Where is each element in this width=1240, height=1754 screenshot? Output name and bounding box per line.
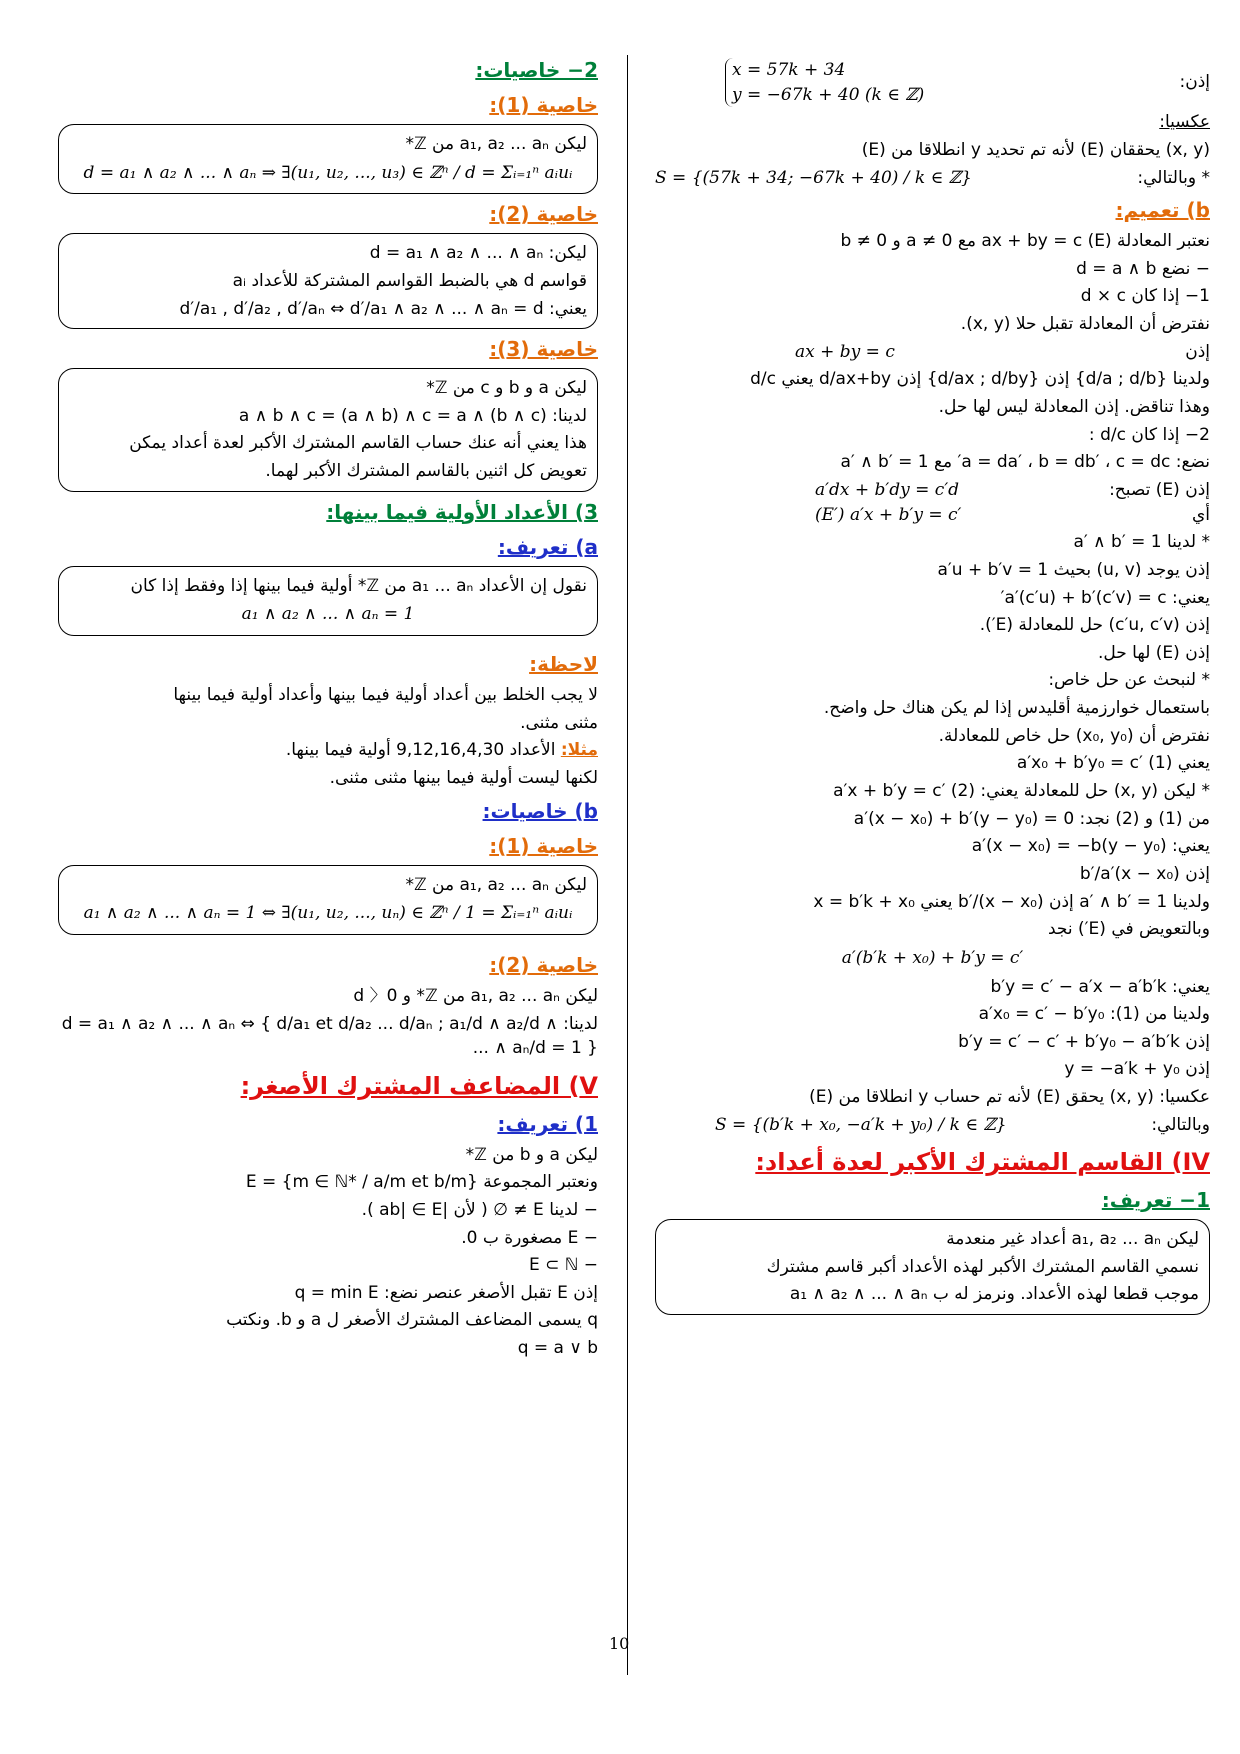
gen-line: * لنبحث عن حل خاص:	[1048, 670, 1210, 691]
box-line: قواسم d هي بالضبط القواسم المشتركة للأعداد aᵢ	[232, 270, 587, 291]
sol-label: إذن:	[1179, 72, 1210, 93]
v-line: − E ⊂ ℕ	[528, 1255, 598, 1276]
coprime-props-title: b) خاصيات:	[482, 798, 598, 823]
gen-line: 2− إذا كان d/c :	[1088, 424, 1210, 445]
properties-title: 2− خاصيات:	[475, 58, 598, 82]
gen-eq: a′dx + b′dy = c′d	[815, 479, 960, 500]
box-line: ليكن a₁, a₂ ... aₙ أعداد غير منعدمة	[946, 1229, 1199, 1250]
property-3-box	[58, 368, 598, 492]
coprime-prop-2-title: خاصية (2):	[489, 952, 598, 977]
set-value: S = {(57k + 34; −67k + 40) / k ∈ ℤ}	[655, 167, 972, 188]
converse-text: (x, y) يحققان (E) لأنه تم تحديد y انطلاقا من (E)	[861, 139, 1210, 160]
gen-line: إذن b′y = c′ − c′ + b′y₀ − a′b′k	[958, 1031, 1210, 1052]
coprime-def-box	[58, 566, 598, 636]
gen-eq: (E′) a′x + b′y = c′	[815, 504, 962, 525]
property-3-title: خاصية (3):	[489, 337, 598, 362]
gen-line: − نضع d = a ∧ b	[1076, 258, 1210, 279]
gen-line: من (1) و (2) نجد: a′(x − x₀) + b′(y − y₀) = 0	[853, 808, 1210, 829]
box-line: ليكن a₁, a₂ ... aₙ من ℤ*	[405, 874, 587, 895]
v-line: q = a ∨ b	[517, 1338, 598, 1359]
gen-line: إذن b′/a′(x − x₀)	[1079, 863, 1210, 884]
gen-line: إذن يوجد (u, v) بحيث a′u + b′v = 1	[937, 559, 1210, 580]
gen-line: نعتبر المعادلة (E) ax + by = c مع a ≠ 0 و b ≠ 0	[840, 231, 1210, 252]
coprime-prop-1-title: خاصية (1):	[489, 833, 598, 858]
box-line: موجب قطعا لهذه الأعداد. ونرمز له ب a₁ ∧ a₂ ∧ ... ∧ aₙ	[789, 1284, 1199, 1305]
gen-line: باستعمال خوارزمية أقليدس إذا لم يكن هناك حل واضح.	[823, 698, 1210, 719]
gen-line: يعني: a′(c′u) + b′(c′v) = c′	[1000, 587, 1210, 608]
gen-line: ولدينا {d/a ; d/b} إذن {d/ax ; d/by} إذن d/ax+by يعني d/c	[750, 369, 1210, 390]
gen-line: إذن y = −a′k + y₀	[1064, 1059, 1210, 1080]
v-line: q يسمى المضاعف المشترك الأصغر ل a و b. ونكتب	[226, 1310, 598, 1331]
sol-x: x = 57k + 34	[732, 60, 846, 80]
box-line: تعويض كل اثنين بالقاسم المشترك الأكبر لهما.	[265, 461, 587, 482]
v-line: إذن E تقبل الأصغر عنصر نضع: q = min E	[294, 1282, 598, 1303]
gen-line: 1− إذا كان d × c	[1080, 286, 1210, 307]
section-iv-title: IV) القاسم المشترك الأكبر لعدة أعداد:	[755, 1148, 1210, 1177]
sol-y: y = −67k + 40 (k ∈ ℤ)	[732, 84, 925, 105]
gen-line: إذن (E) لها حل.	[1097, 642, 1210, 663]
sol-brace	[725, 58, 930, 107]
gen-line: يعني: a′(x − x₀) = −b(y − y₀)	[971, 836, 1210, 857]
gen-line: وهذا تناقض. إذن المعادلة ليس لها حل.	[938, 397, 1210, 418]
gen-label: إذن (E) تصبح:	[1109, 479, 1210, 500]
property-1-title: خاصية (1):	[489, 93, 598, 117]
gen-line: وبالتعويض في (E′) نجد	[1048, 919, 1210, 940]
gen-line: ولدينا من (1): a′x₀ = c′ − b′y₀	[978, 1004, 1210, 1025]
box-line: ليكن a₁, a₂ ... aₙ من ℤ*	[405, 134, 587, 154]
gen-eq: a′(b′k + x₀) + b′y = c′	[841, 947, 1024, 968]
prop-line: لدينا: d = a₁ ∧ a₂ ∧ ... ∧ aₙ ⇔ { d/a₁ et d/a₂ ... d/aₙ ; a₁/d ∧ a₂/d ∧ ... ∧ aₙ/d = 1 }	[61, 1013, 598, 1059]
v-line: − لدينا E ≠ ∅ ( لأن |ab| ∈ E ).	[361, 1199, 598, 1220]
gen-line: نضع: a = da′ ، b = db′ ، c = dc′ مع a′ ∧ b′ = 1	[840, 452, 1210, 473]
property-1-box	[58, 124, 598, 194]
note-line: لا يجب الخلط بين أعداد أولية فيما بينها وأعداد أولية فيما بينها	[173, 685, 598, 706]
gen-row	[655, 340, 1210, 365]
gen-line: إذن (c′u, c′v) حل للمعادلة (E′).	[979, 615, 1210, 636]
solution-system	[655, 58, 1210, 107]
coprime-prop-1-box	[58, 865, 598, 935]
page-number: 10	[609, 1634, 630, 1653]
v-line: ونعتبر المجموعة E = {m ∈ ℕ* / a/m et b/m}	[245, 1172, 598, 1193]
generalization-title: b) تعميم:	[1115, 198, 1210, 223]
gen-row	[655, 503, 1210, 528]
gen-label: وبالتالي:	[1151, 1114, 1210, 1135]
iv-definition-title: 1− تعريف:	[1101, 1188, 1210, 1213]
prop-line: ليكن a₁, a₂ ... aₙ من ℤ* و d 〉0	[353, 985, 598, 1006]
box-line: هذا يعني أنه عنك حساب القاسم المشترك الأكبر لعدة أعداد يمكن	[129, 433, 587, 454]
coprime-title: 3) الأعداد الأولية فيما بينها:	[326, 499, 598, 524]
example-text: الأعداد 9,12,16,4,30 أولية فيما بينها.	[285, 740, 556, 761]
box-line: يعني: d′/a₁ , d′/a₂ , d′/aₙ ⇔ d′/a₁ ∧ a₂ ∧ ... ∧ aₙ = d	[179, 298, 587, 319]
box-eq: a₁ ∧ a₂ ∧ ... ∧ aₙ = 1 ⇔ ∃(u₁, u₂, ..., uₙ) ∈ ℤⁿ / 1 = Σᵢ₌₁ⁿ aᵢuᵢ	[83, 903, 573, 924]
coprime-def-title: a) تعريف:	[497, 534, 598, 559]
gen-eq: ax + by = c	[795, 341, 895, 362]
v-line: ليكن a و b من ℤ*	[465, 1144, 598, 1165]
gen-line: نفترض أن المعادلة تقبل حلا (x, y).	[960, 314, 1210, 335]
gen-line: * لدينا a′ ∧ b′ = 1	[1073, 532, 1210, 553]
example-line	[58, 738, 598, 763]
box-eq: d = a₁ ∧ a₂ ∧ ... ∧ aₙ ⇒ ∃(u₁, u₂, ..., u₃) ∈ ℤⁿ / d = Σᵢ₌₁ⁿ aᵢuᵢ	[83, 162, 573, 183]
property-2-box	[58, 233, 598, 329]
note-line: لكنها ليست أولية فيما بينها مثنى مثنى.	[329, 767, 598, 788]
box-line: ليكن a و b و c من ℤ*	[426, 378, 587, 399]
box-line: نقول إن الأعداد a₁ ... aₙ من ℤ* أولية فيما بينها إذا وفقط إذا كان	[130, 575, 587, 596]
note-line: مثنى مثنى.	[520, 712, 598, 733]
gen-line: نفترض أن (x₀, y₀) حل خاص للمعادلة.	[938, 725, 1210, 746]
v-line: − E مصغورة ب 0.	[461, 1227, 598, 1248]
left-column	[58, 50, 598, 1364]
gen-eq: S = {(b′k + x₀, −a′k + y₀) / k ∈ ℤ}	[715, 1114, 1007, 1135]
iv-definition-box	[655, 1219, 1210, 1315]
right-column	[655, 50, 1210, 1321]
gen-line: * ليكن (x, y) حل للمعادلة يعني: a′x + b′y = c′ (2)	[833, 781, 1210, 802]
gen-line: عكسيا: (x, y) يحقق (E) لأنه تم حساب y انطلاقا من (E)	[809, 1087, 1210, 1108]
box-line: ليكن: d = a₁ ∧ a₂ ∧ ... ∧ aₙ	[369, 243, 587, 264]
set-label: * وبالتالي:	[1137, 167, 1210, 188]
solution-set-row	[655, 166, 1210, 191]
converse-title: عكسيا:	[1159, 112, 1210, 133]
gen-row	[655, 1113, 1210, 1138]
gen-label: إذن	[1185, 341, 1210, 362]
section-v-title: V) المضاعف المشترك الأصغر:	[240, 1071, 598, 1100]
example-label: مثلا:	[560, 740, 598, 761]
gen-row	[655, 478, 1210, 503]
box-eq: a₁ ∧ a₂ ∧ ... ∧ aₙ = 1	[241, 604, 415, 625]
property-2-title: خاصية (2):	[489, 202, 598, 227]
box-line: لدينا: a ∧ b ∧ c = (a ∧ b) ∧ c = a ∧ (b ∧ c)	[238, 405, 587, 426]
column-divider	[627, 55, 628, 1675]
gen-line: ولدينا a′ ∧ b′ = 1 إذن b′/(x − x₀) يعني x = b′k + x₀	[813, 891, 1210, 912]
gen-label: أي	[1191, 504, 1210, 525]
note-title: لاحظة:	[529, 652, 598, 677]
gen-line: يعني a′x₀ + b′y₀ = c′ (1)	[1016, 753, 1210, 774]
v-definition-title: 1) تعريف:	[497, 1111, 598, 1136]
gen-line: يعني: b′y = c′ − a′x − a′b′k	[990, 976, 1210, 997]
box-line: نسمي القاسم المشترك الأكبر لهذه الأعداد أكبر قاسم مشترك	[766, 1256, 1199, 1277]
